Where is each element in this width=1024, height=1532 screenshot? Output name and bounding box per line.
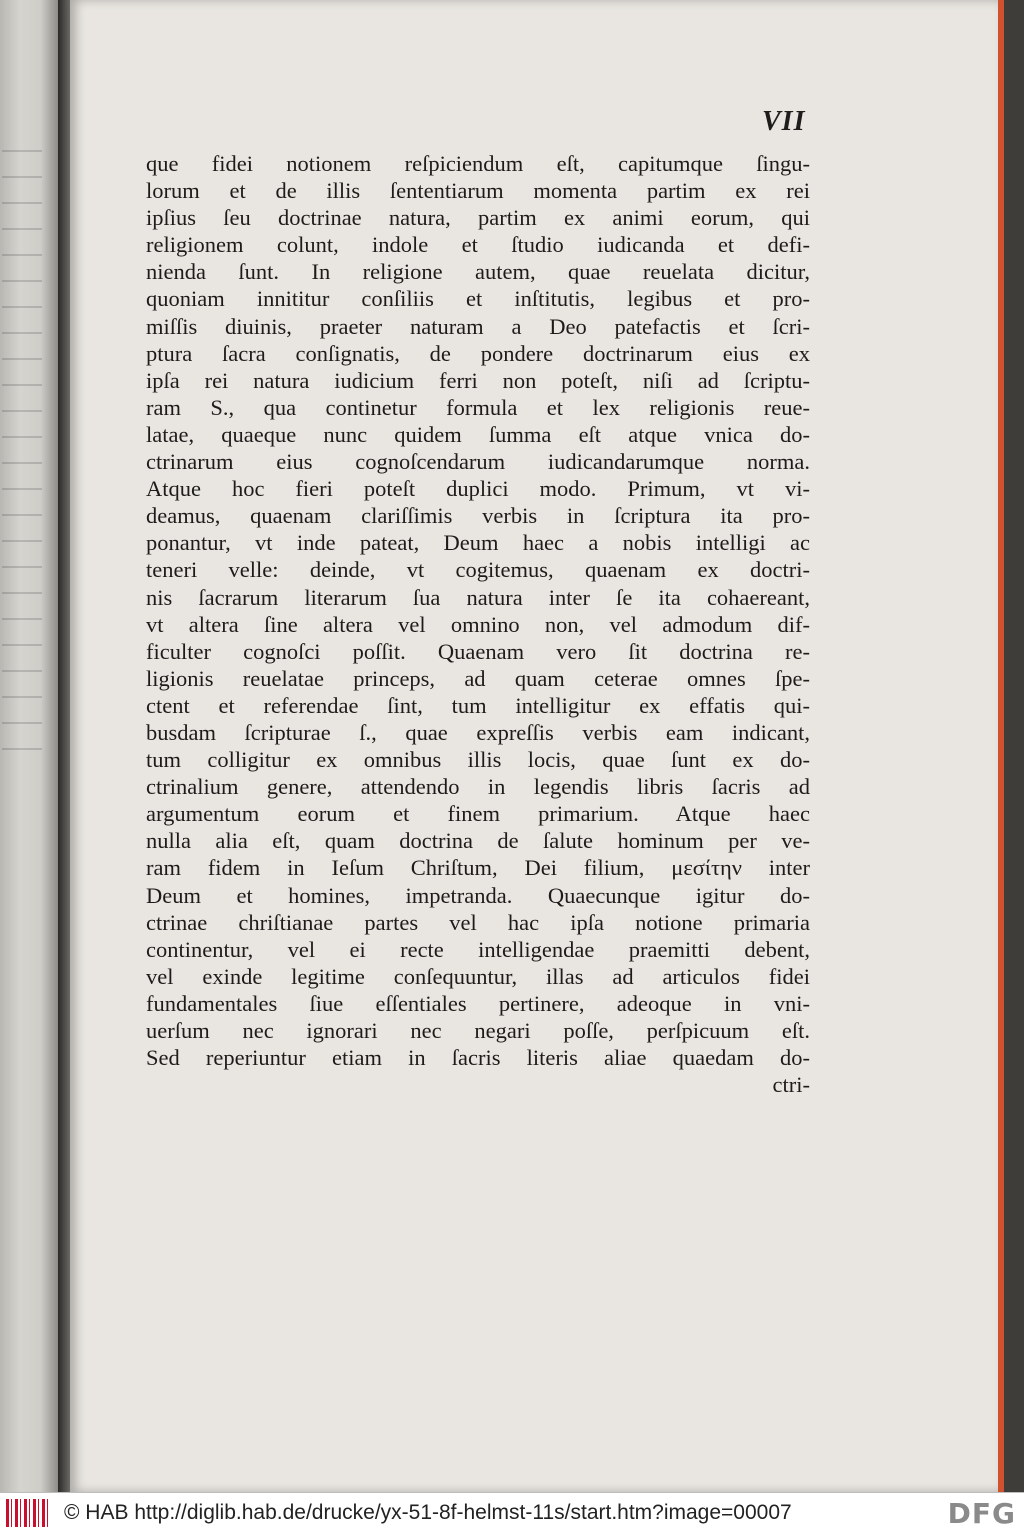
text-line: argumentum eorum et finem primarium. Atque haec [146,801,810,827]
book-gutter [58,0,70,1492]
left-page-edge [0,0,58,1492]
text-line: latae, quaeque nunc quidem ſumma eſt atque vnica do- [146,421,810,447]
text-line: ficulter cognoſci poſſit. Quaenam vero ſit doctrina re- [146,638,810,664]
text-line: tum colligitur ex omnibus illis locis, quae ſunt ex do- [146,747,810,773]
text-line: fundamentales ſiue eſſentiales pertinere, adeoque in vni- [146,990,810,1016]
left-page-bleed-text [2,150,42,770]
text-line: ptura ſacra conſignatis, de pondere doctrinarum eius ex [146,340,810,366]
copyright-link[interactable]: © HAB http://diglib.hab.de/drucke/yx-51-8f-helmst-11s/start.htm?image=00007 [64,1500,792,1524]
text-line: ctrinae chriſtianae partes vel hac ipſa notione primaria [146,909,810,935]
text-line: Deum et homines, impetranda. Quaecunque igitur do- [146,882,810,908]
text-line: vt altera ſine altera vel omnino non, vel admodum dif- [146,611,810,637]
text-line: continentur, vel ei recte intelligendae praemitti debent, [146,936,810,962]
text-line: nienda ſunt. In religione autem, quae reuelata dicitur, [146,259,810,285]
dfg-logo: DFG [947,1497,1016,1530]
text-line: ctrinarum eius cognoſcendarum iudicandarumque norma. [146,449,810,475]
text-line: Sed reperiuntur etiam in ſacris literis aliae quaedam do- [146,1045,810,1071]
right-background [1004,0,1024,1492]
text-line: nis ſacrarum literarum ſua natura inter ſe ita cohaereant, [146,584,810,610]
page-number: VII [762,106,806,137]
text-line: ram fidem in Ieſum Chriſtum, Dei filium, μεσίτην inter [146,855,810,881]
text-line: quoniam innititur conſiliis et inſtitutis, legibus et pro- [146,286,810,312]
text-line: ligionis reuelatae princeps, ad quam ceterae omnes ſpe- [146,665,810,691]
text-line: miſſis diuinis, praeter naturam a Deo patefactis et ſcri- [146,313,810,339]
text-line: lorum et de illis ſententiarum momenta partim ex rei [146,178,810,204]
text-line: ipſius ſeu doctrinae natura, partim ex animi eorum, qui [146,205,810,231]
text-line: vel exinde legitime conſequuntur, illas ad articulos fidei [146,963,810,989]
text-line: ctrinalium genere, attendendo in legendis libris ſacris ad [146,774,810,800]
text-line: religionem colunt, indole et ſtudio iudicanda et defi- [146,232,810,258]
text-line: ipſa rei natura iudicium ferri non poteſt, niſi ad ſcriptu- [146,367,810,393]
catchword: ctri- [772,1072,810,1098]
body-text [146,150,810,1098]
text-line: busdam ſcripturae ſ., quae expreſſis verbis eam indicant, [146,719,810,745]
text-line: ram S., qua continetur formula et lex religionis reue- [146,394,810,420]
hab-barcode-icon [6,1499,50,1527]
text-line: teneri velle: deinde, vt cogitemus, quaenam ex doctri- [146,557,810,583]
text-line: nulla alia eſt, quam doctrina de ſalute hominum per ve- [146,828,810,854]
text-line: Atque hoc fieri poteſt duplici modo. Primum, vt vi- [146,476,810,502]
text-line: uerſum nec ignorari nec negari poſſe, perſpicuum eſt. [146,1018,810,1043]
text-line: deamus, quaenam clariſſimis verbis in ſcriptura ita pro- [146,503,810,529]
text-line: ponantur, vt inde pateat, Deum haec a nobis intelligi ac [146,530,810,556]
text-line: que fidei notionem reſpiciendum eſt, capitumque ſingu- [146,151,810,176]
text-line: ctent et referendae ſint, tum intelligitur ex effatis qui- [146,692,810,718]
footer-bar [0,1492,1024,1532]
